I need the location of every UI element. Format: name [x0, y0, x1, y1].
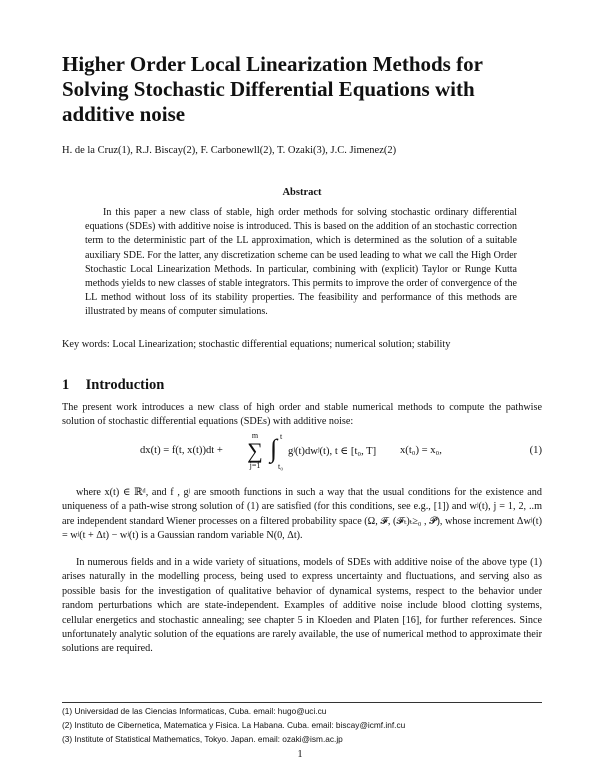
footnote-1: (1) Universidad de las Ciencias Informaticas, Cuba. email: hugo@uci.cu — [62, 706, 327, 716]
author-list: H. de la Cruz(1), R.J. Biscay(2), F. Carbonewll(2), T. Ozaki(3), J.C. Jimenez(2) — [62, 145, 397, 156]
sum-lower-limit: j=1 — [249, 461, 261, 470]
paper-title: Higher Order Local Linearization Methods for Solving Stochastic Differential Equations with additive noise — [62, 52, 483, 126]
equation-integrand: gʲ(t)dwʲ(t), t ∈ [t₀, T] — [288, 446, 377, 457]
equation-number: (1) — [529, 445, 542, 456]
integral-upper-limit: t — [280, 432, 283, 441]
integral-lower-limit: t₀ — [278, 462, 284, 471]
equation-1 — [140, 432, 542, 482]
intro-paragraph-3: In numerous fields and in a wide variety of situations, models of SDEs with additive noise of the above type (1) arises naturally in the modelling process, being used to express uncertainty and fluctuations, and serving also as possible basis for the investigation of qualitative behavior of dynamical systems, respect to the behavior under random perturbations which are state-independent. Examples of additive noise include blood clotting systems, cellular energetics and stochastic annealing; see chapter 5 in Kloeden and Platen [16], for further references. Since unfortunately analytic solution of the equations are rarely available, the use of numerical method to approximate their solutions are required. — [62, 557, 542, 655]
abstract-body: In this paper a new class of stable, high order methods for solving stochastic ordinary differential equations (SDEs) with additive noise is introduced. This is based on the addition of an stochastic correction term to the deterministic part of the LL approximation, which is determined as the solution of a suitable auxiliary SDE. For the latter, any discretization scheme can be used leading to what we call the High Order Stochastic Local Linearization Methods. In particular, combining with (explicit) Taylor or Runge Kutta methods yields to new classes of stable integrators. This permits to improve the order of convergence of the LL method without loss of its stability properties. The feasibility and performance of this methods are illustrated by means of computer simulations. — [85, 207, 517, 318]
integral-glyph: ∫ — [270, 434, 278, 463]
abstract-heading: Abstract — [282, 187, 322, 198]
summation-symbol — [240, 432, 270, 470]
footnote-2: (2) Instituto de Cibernetica, Matematica y Fisica. La Habana. Cuba. email: biscay@icmf.inf.cu — [62, 720, 406, 730]
footnote-3: (3) Institute of Statistical Mathematics, Tokyo. Japan. email: ozaki@ism.ac.jp — [62, 734, 343, 744]
sigma-glyph: ∑ — [247, 438, 263, 463]
section-heading-introduction — [62, 377, 542, 394]
footnote-rule — [62, 702, 542, 703]
sum-upper-limit: m — [251, 431, 259, 440]
initial-condition: x(t₀) = x₀, — [400, 445, 442, 456]
intro-paragraph-2: where x(t) ∈ ℝᵈ, and f , gʲ are smooth functions in such a way that the usual conditions for the existence and uniqueness of a path-wise strong solution of (1) are satisfied (for this conditions, see e.g., [1]) and wʲ(t), j = 1, 2, ..m are independent standard Wiener processes on a filtered probability space (Ω, 𝓕, (𝓕ₜ)ₜ≥₀ , 𝓟), whose increment Δwʲ(t) = wʲ(t + Δt) − wʲ(t) is a Gaussian random variable N(0, Δt). — [62, 487, 542, 542]
page-number: 1 — [297, 749, 303, 760]
section-title: Introduction — [85, 377, 165, 393]
intro-paragraph-1: The present work introduces a new class of high order and stable numerical methods to compute the pathwise solution of stochastic differential equations (SDEs) with additive noise: — [62, 402, 542, 428]
keywords: Key words: Local Linearization; stochastic differential equations; numerical solution; stability — [62, 339, 451, 350]
equation-lhs: dx(t) = f(t, x(t))dt + — [140, 445, 223, 456]
section-number: 1 — [62, 377, 70, 393]
